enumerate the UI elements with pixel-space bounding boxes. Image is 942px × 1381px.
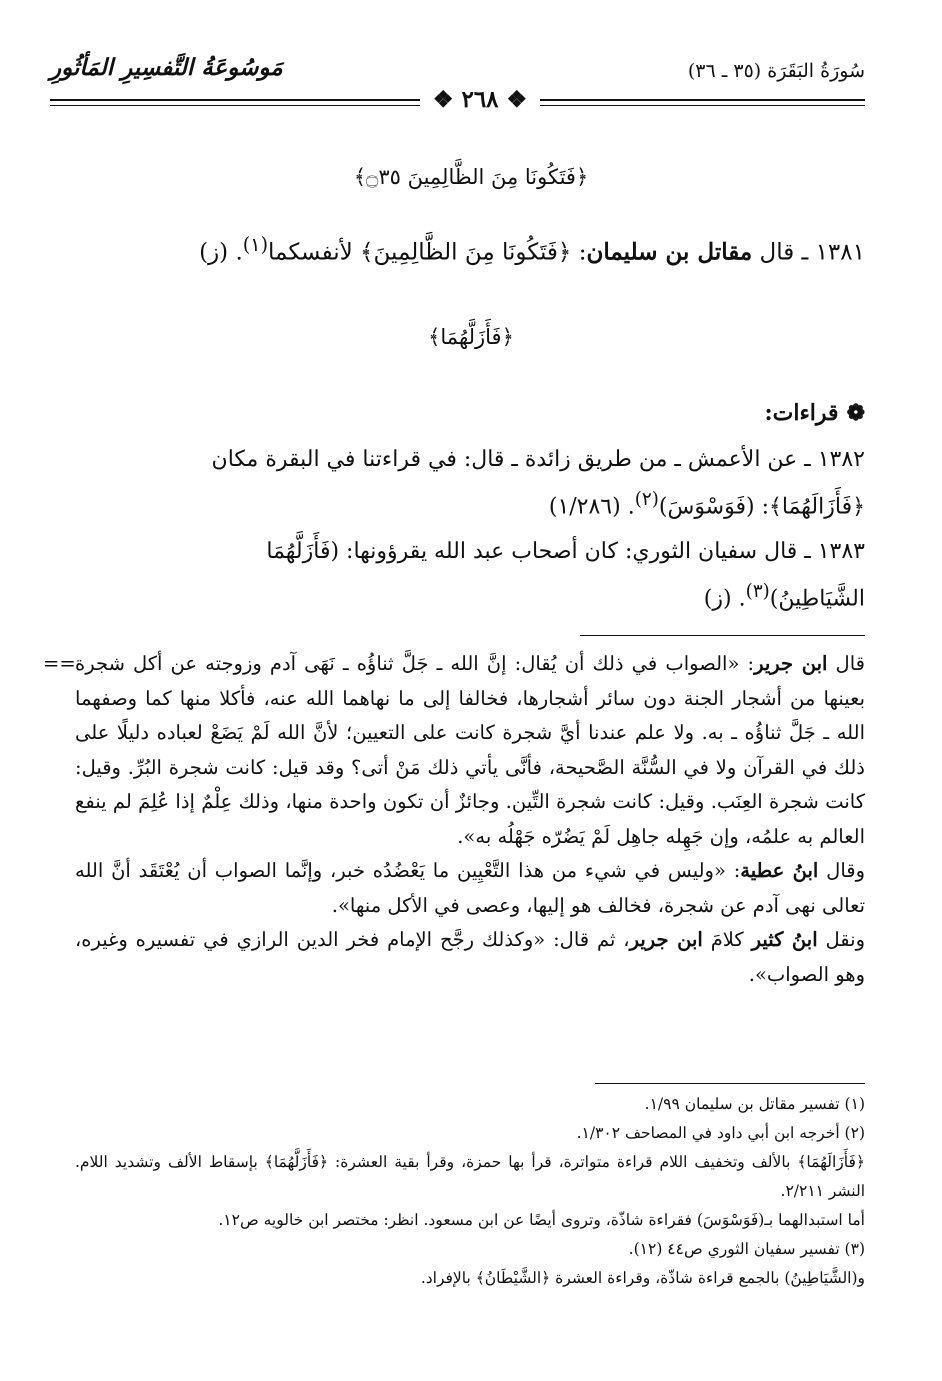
footnote: (٣) تفسير سفيان الثوري ص٤٤ (١٢). (628, 1240, 865, 1258)
footnote: (٢) أخرجه ابن أبي داود في المصاحف ١/٣٠٢. (576, 1124, 865, 1142)
continued-footnote (43, 647, 865, 992)
footnotes (75, 1090, 865, 1293)
footnote: و(الشَّيَاطِينُ) بالجمع قراءة شاذّة، وقراءة العشرة ﴿الشَّيْطَانُ﴾ بالإفراد. (420, 1269, 865, 1287)
footnote-ref: (١) (242, 233, 269, 256)
footnote-ref: (٢) (634, 489, 659, 510)
qiraat-heading: ❁قراءات: (764, 400, 865, 426)
quote-ibn-atiyya: وقال ابنُ عطية: «وليس في شيء من هذا التَّعْيِين ما يَعْضُدُه خبر، وإنَّما الصواب أن يُعْتَقَد أنَّ الله تعالى نهى آدم عن شجرة، فخالف هو إليها، وعصى في الأكل منها». (75, 859, 865, 917)
verse-fatakuna: ﴿فَتَكُونَا مِنَ الظَّالِمِينَ ۝٣٥﴾ (353, 165, 589, 189)
page-number: ❖ ٢٦٨ ❖ (432, 86, 528, 113)
book-title: مَوسُوعَةُ التَّفسِيرِ المَأثُورِ (50, 54, 283, 81)
footnotes-divider (595, 1083, 865, 1084)
footnote: (١) تفسير مقاتل بن سليمان ١/٩٩. (644, 1095, 865, 1113)
entry-1383: ١٣٨٣ ـ قال سفيان الثوري: كان أصحاب عبد الله يقرؤونها: (فَأَزَلَّهُمَا الشَّيَاطِينُ)$^{(٣)}$. (ز) (266, 539, 865, 612)
header-rule-left (50, 99, 420, 106)
header-rule-right (540, 99, 865, 106)
quote-ibn-kathir: ونقل ابنُ كثير كلامَ ابن جرير، ثم قال: «وكذلك رجَّح الإمام فخر الدين الرازي في تفسيره وغيره، وهو الصواب». (75, 928, 865, 986)
surah-title: سُورَةُ البَقَرَة (٣٥ ـ ٣٦) (687, 60, 865, 82)
footnote: ﴿فَأَزَالَهُمَا﴾ بالألف وتخفيف اللام قراءة متواترة، قرأ بها حمزة، وقرأ بقية العشرة: ﴿فَأَزَلَّهُمَا﴾ بإسقاط الألف وتشديد اللام. النشر ٢/٢١١. (75, 1153, 865, 1200)
narrator-name: مقاتل بن سليمان (586, 238, 753, 266)
entry-1381: ١٣٨١ ـ قال مقاتل بن سليمان: ﴿فَتَكُونَا مِنَ الظَّالِمِينَ﴾ لأنفسكما$^{(١)}$. (ز) (199, 233, 865, 266)
continuation-mark: == (43, 652, 76, 675)
verse-fa-azallahuma: ﴿فَأَزَلَّهُمَا﴾ (428, 325, 514, 349)
footnote: أما استبدالهما بـ(فَوَسْوَسَ) فقراءة شاذّة، وتروى أيضًا عن ابن مسعود. انظر: مختصر ابن خالويه ص١٢. (218, 1211, 865, 1229)
section-divider (580, 635, 865, 636)
flower-icon: ❁ (846, 400, 865, 426)
footnote-ref: (٣) (745, 581, 770, 602)
entry-1382: ١٣٨٢ ـ عن الأعمش ـ من طريق زائدة ـ قال: في قراءتنا في البقرة مكان ﴿فَأَزَالَهُمَا﴾: (فَوَسْوَسَ)$^{(٢)}$. (١/٢٨٦) (211, 447, 865, 520)
quote-ibn-jarir: قال ابن جرير: «الصواب في ذلك أن يُقال: إنَّ الله ـ جَلَّ ثناؤُه ـ نَهَى آدم وزوجته عن أكل شجرة بعينها من أشجار الجنة دون سائر أشجارها، فخالفا إلى ما نهاهما الله عنه، فأكلا منها كما وصفهما الله ـ جَلَّ ثناؤُه ـ به. ولا علم عندنا أيَّ شجرة كانت على التعيين؛ لأنَّ الله لَمْ يَضَعْ لعباده دليلًا على ذلك في القرآن ولا في السُّنَّة الصَّحيحة، فأنَّى يأتي ذلك مَنْ أتى؟ وقد قيل: كانت شجرة البُرِّ. وقيل: كانت شجرة العِنَب. وقيل: كانت شجرة التِّين. وجائزٌ أن تكون واحدة منها، وذلك عِلْمٌ إذا عُلِمَ لم ينفع العالم به علمُه، وإن جَهِله جاهِل لَمْ يَضُرّه جَهْلُه به». (75, 652, 865, 848)
